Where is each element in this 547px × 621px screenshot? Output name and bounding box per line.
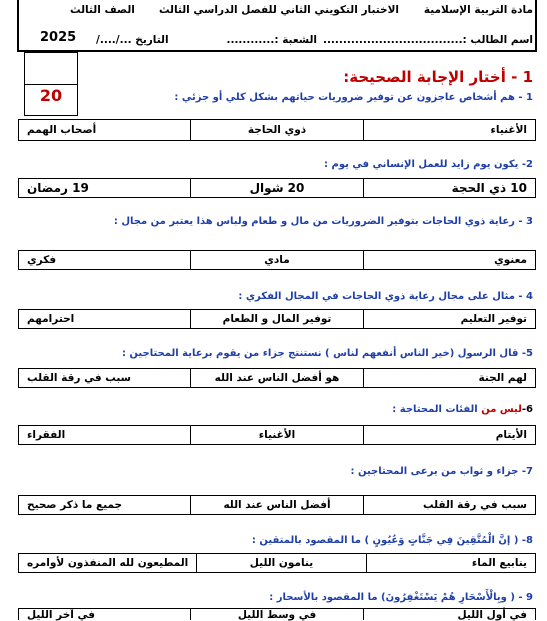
option-8b[interactable]: ينامون الليل [196, 554, 366, 572]
student-name-field: اسم الطالب :................................... [322, 34, 533, 46]
question-1: 1 - هم أشخاص عاجزون عن توفير ضروريات حياتهم بشكل كلي أو جزئي : [174, 92, 533, 103]
option-8a[interactable]: ينابيع الماء [471, 557, 527, 569]
option-6c[interactable]: الفقراء [27, 429, 66, 441]
option-9a[interactable]: في أول الليل [457, 609, 527, 621]
question-4: 4 - مثال على مجال رعاية ذوي الحاجات في المجال الفكري : [238, 291, 533, 302]
option-5c[interactable]: سبب في رقة القلب [27, 372, 131, 384]
question-6-number: 6- [521, 404, 533, 415]
score-divider [24, 84, 78, 85]
question-7: 7- جزاء و ثواب من يرعى المحتاجين : [350, 466, 533, 477]
question-6 [392, 404, 533, 415]
options-row-3 [18, 250, 536, 270]
option-9c[interactable]: في آخر الليل [27, 609, 96, 621]
option-9b[interactable]: في وسط الليل [190, 609, 363, 620]
options-row-6 [18, 425, 536, 445]
option-7b[interactable]: أفضل الناس عند الله [190, 496, 363, 514]
option-3c[interactable]: فكري [27, 254, 57, 266]
option-2b[interactable]: 20 شوال [190, 179, 363, 197]
exam-title: الاختبار التكويني الثاني للفصل الدراسي الثالث [158, 4, 399, 16]
option-6b[interactable]: الأغنياء [190, 426, 363, 444]
option-3b[interactable]: مادي [190, 251, 363, 269]
question-3: 3 - رعاية ذوي الحاجات بتوفير الضروريات من مال و طعام ولباس هذا يعتبر من مجال : [113, 216, 533, 227]
options-row-2 [18, 178, 536, 198]
option-4b[interactable]: توفير المال و الطعام [190, 310, 363, 328]
question-6-emphasis: ليس من [481, 404, 522, 415]
question-5: 5- قال الرسول (خير الناس أنفعهم لناس ) نستنتج جزاء من يقوم برعاية المحتاجين : [121, 348, 533, 359]
options-row-8 [18, 553, 536, 573]
options-row-9 [18, 608, 536, 620]
option-1c[interactable]: أصحاب الهمم [27, 124, 97, 136]
section-title: 1 - أختار الإجابة الصحيحة: [343, 68, 533, 86]
option-4c[interactable]: احترامهم [27, 313, 75, 325]
subject-label: مادة التربية الإسلامية [423, 4, 533, 16]
option-5b[interactable]: هو أفضل الناس عند الله [190, 369, 363, 387]
question-2: 2- يكون يوم زايد للعمل الإنساني في يوم : [324, 159, 533, 170]
options-row-7 [18, 495, 536, 515]
option-6a[interactable]: الأيتام [495, 429, 527, 441]
total-score: 20 [39, 86, 63, 105]
grade-label: الصف الثالث [70, 4, 135, 16]
question-6-text: الفئات المحتاجة : [392, 404, 482, 415]
section-field: الشعبة :............ [226, 34, 317, 46]
option-2a[interactable]: 10 ذي الحجة [451, 181, 527, 195]
question-8: 8- ( إنَّ الْمُتَّقِينَ فِي جَنَّاتٍ وَعُيُونٍ ) ما المقصود بالمتقين : [251, 535, 533, 546]
question-9: 9 - ( وبِالْأَسْحَارِ هُمْ يَسْتَغْفِرُونَ) ما المقصود بالأسحار : [269, 592, 533, 603]
option-1b[interactable]: ذوي الحاجة [190, 120, 363, 140]
option-7a[interactable]: سبب في رقة القلب [423, 499, 527, 511]
options-row-1 [18, 119, 536, 141]
option-3a[interactable]: معنوي [494, 254, 527, 266]
option-1a[interactable]: الأغنياء [490, 124, 527, 136]
option-2c[interactable]: 19 رمضان [27, 181, 89, 195]
date-field: التاريخ .../..../ [96, 34, 169, 46]
options-row-4 [18, 309, 536, 329]
options-row-5 [18, 368, 536, 388]
option-7c[interactable]: جميع ما ذكر صحيح [27, 499, 123, 511]
option-5a[interactable]: لهم الجنة [478, 372, 527, 384]
year-label: 2025 [40, 30, 77, 45]
option-4a[interactable]: توفير التعليم [460, 313, 527, 325]
option-8c[interactable]: المطيعون لله المنفذون لأوامره [26, 557, 189, 569]
